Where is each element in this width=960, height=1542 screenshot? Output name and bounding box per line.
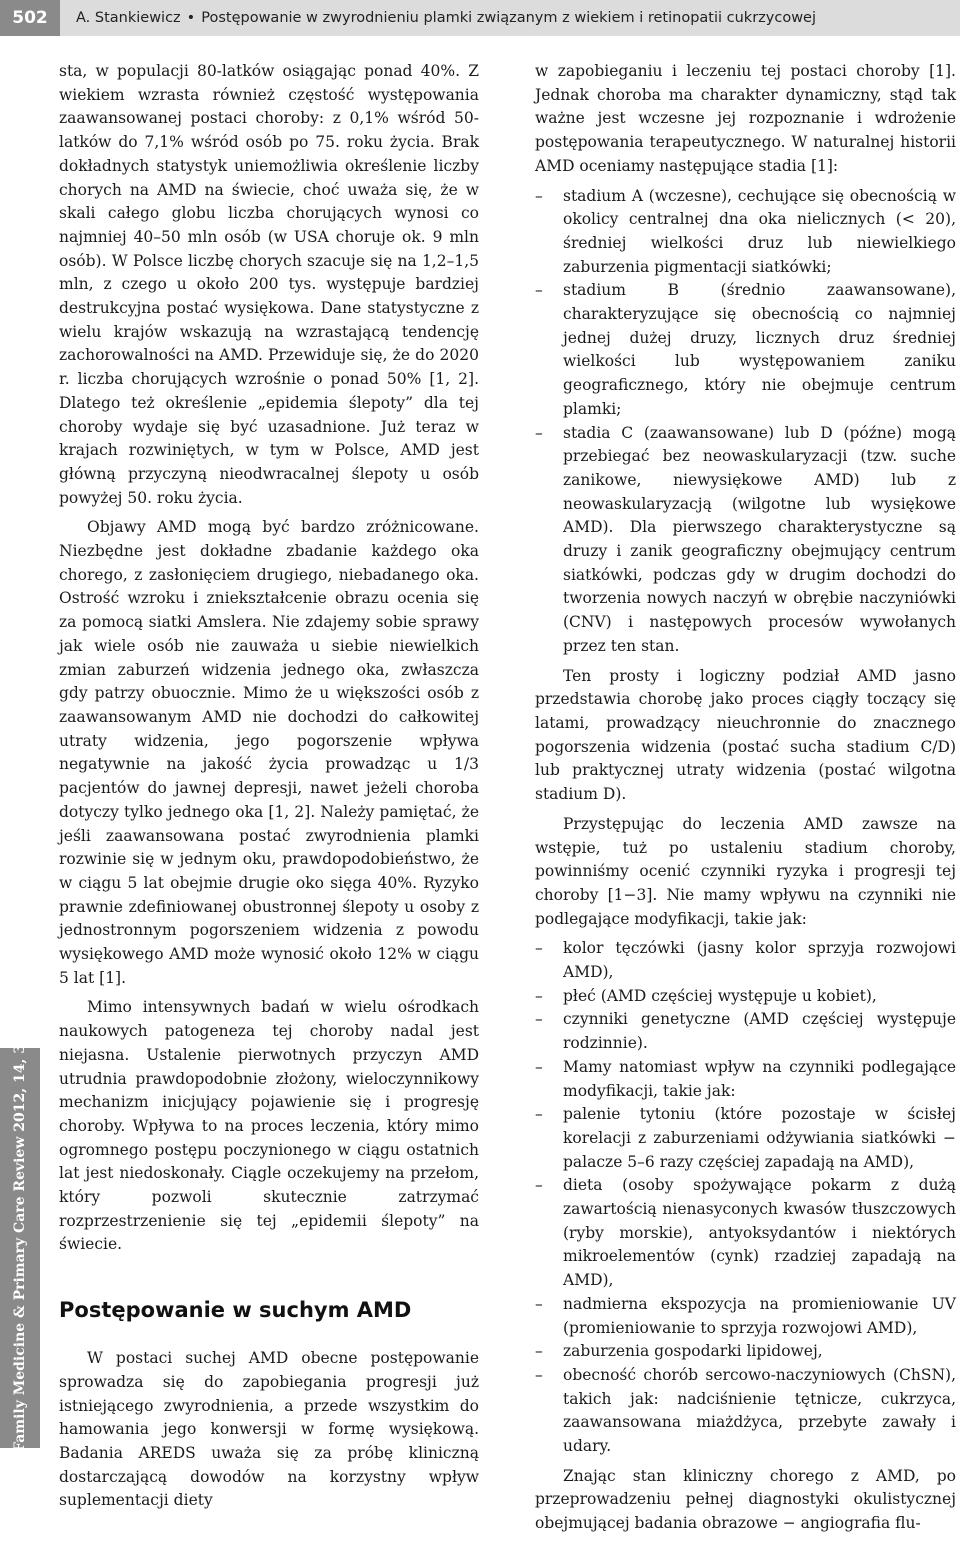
list-item: – palenie tytoniu (które pozostaje w ścisłej korelacji z zaburzeniami odżywiania siatkówki − palacze 5–6 razy częściej zapadają na AMD), — [535, 1103, 956, 1174]
list-item: – czynniki genetyczne (AMD częściej występuje rodzinnie). — [535, 1008, 956, 1055]
paragraph: W postaci suchej AMD obecne postępowanie sprowadza się do zapobiegania progresji już istniejącego zwyrodnienia, a przede wszystkim do hamowania jego konwersji w formę wysiękową. Badania AREDS uważa się za próbę kliniczną dostarczającą dowodów na korzystny wpływ suplementacji diety — [59, 1349, 479, 1510]
paragraph: Przystępując do leczenia AMD zawsze na wstępie, tuż po ustaleniu stadium choroby, powinniśmy ocenić czynniki ryzyka i progresji tej choroby [1−3]. Nie mamy wpływu na czynniki nie podlegające modyfikacji, takie jak: — [535, 814, 956, 928]
paragraph: Ten prosty i logiczny podział AMD jasno przedstawia chorobę jako proces ciągły toczący się latami, prowadzący nieuchronnie do znacznego pogorszenia widzenia (postać sucha stadium C/D) lub praktycznej utraty widzenia (postać wilgotna stadium D). — [535, 666, 956, 804]
running-header — [0, 0, 960, 36]
list-item: – stadia C (zaawansowane) lub D (późne) mogą przebiegać bez neowaskularyzacji (tzw. suche zanikowe, niewysiękowe AMD) lub z neowaskularyzacją (wilgotne lub wysiękowe AMD). Dla pierwszego charakterystyczne są druzy i zanik geograficzny obejmujący centrum siatkówki, podczas gdy w drugim dochodzi do tworzenia nowych naczyń w obrębie naczyniówki (CNV) i następowych procesów wywołanych przez ten stan. — [535, 422, 956, 659]
list-item: – obecność chorób sercowo-naczyniowych (ChSN), takich jak: nadciśnienie tętnicze, cukrzyca, zaawansowana miażdżyca, przebyte zawały i udary. — [535, 1364, 956, 1459]
list-item: – płeć (AMD częściej występuje u kobiet), — [535, 985, 956, 1009]
page-number: 502 — [0, 0, 60, 36]
left-column — [59, 60, 479, 1519]
section-heading: Postępowanie w suchym AMD — [59, 1298, 412, 1323]
paragraph: w zapobieganiu i leczeniu tej postaci choroby [1]. Jednak choroba ma charakter dynamiczny, stąd tak ważne jest wczesne jej rozpoznanie i wdrożenie postępowania terapeutycznego. W naturalnej historii AMD oceniamy następujące stadia [1]: — [535, 62, 956, 175]
list-item: – Mamy natomiast wpływ na czynniki podlegające modyfikacji, takie jak: — [535, 1056, 956, 1103]
author-name: A. Stankiewicz — [76, 10, 181, 26]
list-item: – stadium A (wczesne), cechujące się obecnością w okolicy centralnej dna oka nielicznych (< 20), średniej wielkości druz lub niewielkiego zaburzenia pigmentacji siatkówki; — [535, 185, 956, 280]
paragraph: Mimo intensywnych badań w wielu ośrodkach naukowych patogeneza tej choroby nadal jest niejasna. Ustalenie pierwotnych przyczyn AMD utrudnia prawdopodobnie złożony, wieloczynnikowy mechanizm inicjujący pojawienie się i progresję choroby. Wpływa to na proces leczenia, który mimo ogromnego postępu poczynionego w ciągu ostatnich lat jest niedoskonały. Ciągle oczekujemy na przełom, który pozwoli skutecznie zatrzymać rozprzestrzenienie się tej „epidemii ślepoty” na świecie. — [59, 998, 479, 1254]
bullet-separator: • — [186, 10, 196, 26]
list-item: – zaburzenia gospodarki lipidowej, — [535, 1340, 956, 1364]
article-title: Postępowanie w zwyrodnieniu plamki związanym z wiekiem i retinopatii cukrzycowej — [201, 10, 817, 26]
risk-factors-list — [535, 937, 956, 1458]
list-item: – kolor tęczówki (jasny kolor sprzyja rozwojowi AMD), — [535, 937, 956, 984]
paragraph: Znając stan kliniczny chorego z AMD, po przeprowadzeniu pełnej diagnostyki okulistycznej obejmującej badania obrazowe − angiografia flu- — [535, 1466, 956, 1533]
running-head-text — [76, 0, 956, 36]
list-item: – stadium B (średnio zaawansowane), charakteryzujące się obecnością co najmniej jednej dużej druzy, licznych druz średniej wielkości lub występowaniem zaniku geograficznego, który nie obejmuje centrum plamki; — [535, 279, 956, 421]
journal-name: Family Medicine & Primary Care Review 2012, 14, 3 — [12, 1044, 28, 1452]
paragraph: sta, w populacji 80-latków osiągając ponad 40%. Z wiekiem wzrasta również częstość występowania zaawansowanej postaci choroby: z 0,1% wśród 50-latków do 7,1% wśród osób po 75. roku życia. Brak dokładnych statystyk uniemożliwia określenie liczby chorych na AMD na świecie, choć uważa się, że w skali całego globu liczba chorujących wynosi co najmniej 40–50 mln osób (w USA choruje ok. 9 mln osób). W Polsce liczbę chorych szacuje się na 1,2–1,5 mln, z czego u około 200 tys. występuje bardziej destrukcyjna postać wysiękowa. Dane statystyczne z wielu krajów wskazują na wzrastającą tendencję zachorowalności na AMD. Przewiduje się, że do 2020 r. liczba chorujących wzrośnie o ponad 50% [1, 2]. Dlatego też określenie „epidemia ślepoty” dla tej choroby wydaje się być uzasadnione. Już teraz w krajach rozwiniętych, w tym w Polsce, AMD jest główną przyczyną nieodwracalnej ślepoty u osób powyżej 50. roku życia. — [59, 62, 479, 507]
stages-list — [535, 185, 956, 659]
list-item: – dieta (osoby spożywające pokarm z dużą zawartością nienasyconych kwasów tłuszczowych (ryby morskie), antyoksydantów i niektórych mikroelementów (cynk) rzadziej zapadają na AMD), — [535, 1174, 956, 1293]
right-column — [535, 60, 956, 1542]
list-item: – nadmierna ekspozycja na promieniowanie UV (promieniowanie to sprzyja rozwojowi AMD), — [535, 1293, 956, 1340]
paragraph: Objawy AMD mogą być bardzo zróżnicowane. Niezbędne jest dokładne zbadanie każdego oka chorego, z zasłonięciem drugiego, niebadanego oka. Ostrość wzroku i zniekształcenie obrazu ocenia się za pomocą siatki Amslera. Nie zdajemy sobie sprawy jak wiele osób nie zauważa u siebie niewielkich zmian zaburzeń widzenia jednego oka, zwłaszcza gdy patrzy obuocznie. Mimo że u większości osób z zaawansowanym AMD nie dochodzi do całkowitej utraty widzenia, jego pogorszenie wpływa negatywnie na jakość życia prowadząc u 1/3 pacjentów do jawnej depresji, nawet jeżeli choroba dotyczy tylko jednego oka [1, 2]. Należy pamiętać, że jeśli zaawansowana postać zwyrodnienia plamki rozwinie się w jednym oku, prawdopodobieństwo, że w ciągu 5 lat obejmie drugie oko sięga 40%. Ryzyko prawnie zdefiniowanej obustronnej ślepoty u osoby z jednostronnym pogorszeniem widzenia z powodu wysiękowego AMD może wynosić około 12% w ciągu 5 lat [1]. — [59, 518, 479, 987]
